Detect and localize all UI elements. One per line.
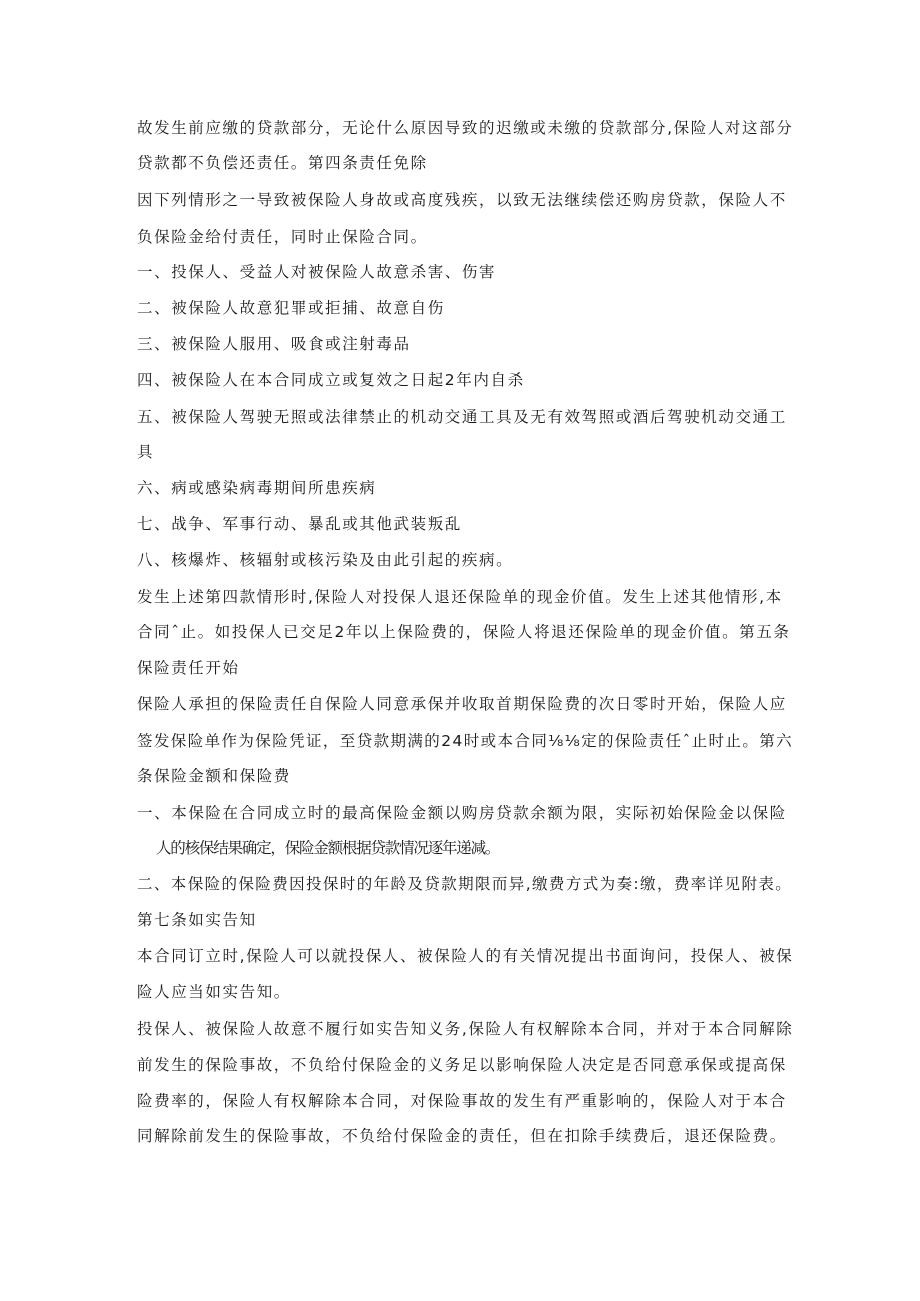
text-line: 人的核保结果确定，保险金额根据贷款情况逐年递减。 (156, 839, 500, 857)
text-line: 保险人承担的保险责任自保险人同意承保并收取首期保险费的次日零时开始，保险人应 (137, 695, 787, 713)
text-line: 本合同订立时,保险人可以就投保人、被保险人的有关情况提出书面询问，投保人、被保 (137, 947, 794, 965)
text-line: 负保险金给付责任，同时止保险合同。 (137, 228, 428, 246)
text-line: 七、战争、军事行动、暴乱或其他武装叛乱 (137, 515, 462, 533)
text-line: 贷款都不负偿还责任。第四条责任免除 (137, 154, 428, 172)
text-line: 三、被保险人服用、吸食或注射毒品 (137, 335, 411, 353)
text-line: 第七条如实告知 (137, 911, 257, 929)
text-line: 签发保险单作为保险凭证，至贷款期满的24时或本合同⅛⅛定的保险责任ˆ止时止。第六 (137, 732, 794, 750)
text-line: 故发生前应缴的贷款部分，无论什么原因导致的迟缴或未缴的贷款部分,保险人对这部分 (137, 119, 794, 137)
text-line: 前发生的保险事故，不负给付保险金的义务足以影响保险人决定是否同意承保或提高保 (137, 1056, 787, 1074)
text-line: 六、病或感染病毒期间所患疾病 (137, 479, 377, 497)
text-line: 条保险金额和保险费 (137, 767, 291, 785)
text-line: 同解除前发生的保险事故，不负给付保险金的责任，但在扣除手续费后，退还保险费。 (137, 1127, 787, 1145)
text-line: 险费率的，保险人有权解除本合同，对保险事故的发生有严重影响的，保险人对于本合 (137, 1092, 787, 1110)
text-line: 发生上述第四款情形时,保险人对投保人退还保险单的现金价值。发生上述其他情形,本 (137, 588, 783, 606)
text-line: 因下列情形之一导致被保险人身故或高度残疾，以致无法继续偿还购房贷款，保险人不 (137, 191, 787, 209)
text-line: 险人应当如实告知。 (137, 983, 291, 1001)
text-line: 二、被保险人故意犯罪或拒捕、故意自伤 (137, 299, 445, 317)
text-line: 具 (137, 443, 155, 461)
text-line: 合同ˆ止。如投保人已交足2年以上保险费的，保险人将退还保险单的现金价值。第五条 (137, 623, 791, 641)
text-line: 五、被保险人驾驶无照或法律禁止的机动交通工具及无有效驾照或酒后驾驶机动交通工 (137, 408, 787, 426)
text-line: 一、投保人、受益人对被保险人故意杀害、伤害 (137, 263, 497, 281)
text-line: 保险责任开始 (137, 659, 240, 677)
text-line: 一、本保险在合同成立时的最高保险金额以购房贷款余额为限，实际初始保险金以保险 (137, 804, 787, 822)
text-line: 八、核爆炸、核辐射或核污染及由此引起的疾病。 (137, 551, 514, 569)
text-line: 二、本保险的保险费因投保时的年龄及贷款期限而异,缴费方式为奏:缴，费率详见附表。 (137, 875, 793, 893)
text-line: 四、被保险人在本合同成立或复效之日起2年内自杀 (137, 371, 525, 389)
text-line: 投保人、被保险人故意不履行如实告知义务,保险人有权解除本合同，并对于本合同解除 (137, 1020, 794, 1038)
